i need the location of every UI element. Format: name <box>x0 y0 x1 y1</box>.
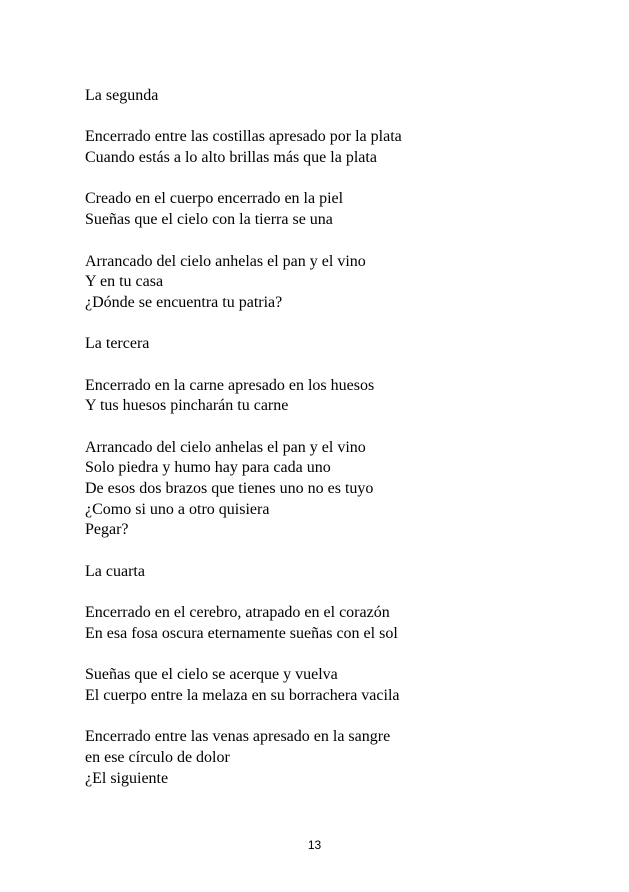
poem-line: Solo piedra y humo hay para cada uno <box>85 459 331 477</box>
poem-line: Encerrado entre las costillas apresado por la plata <box>85 128 402 146</box>
blank-line <box>85 314 605 335</box>
blank-line <box>85 707 605 728</box>
page-number: 13 <box>307 838 322 852</box>
poem-line: Sueñas que el cielo se acerque y vuelva <box>85 666 338 684</box>
blank-line <box>85 645 605 666</box>
poem-line: ¿Dónde se encuentra tu patria? <box>85 293 283 311</box>
poem-line: La cuarta <box>85 562 145 580</box>
poem-line: El cuerpo entre la melaza en su borrachera vacila <box>85 686 400 704</box>
poem-line: Y en tu casa <box>85 273 164 291</box>
poem-line: De esos dos brazos que tienes uno no es tuyo <box>85 480 374 498</box>
poem-line: Arrancado del cielo anhelas el pan y el vino <box>85 252 366 270</box>
poem-line: Encerrado en la carne apresado en los huesos <box>85 376 375 394</box>
blank-line <box>85 541 605 562</box>
poem-line: Arrancado del cielo anhelas el pan y el vino <box>85 438 366 456</box>
blank-line <box>85 417 605 438</box>
poem-line: Y tus huesos pincharán tu carne <box>85 397 289 415</box>
poem-line: En esa fosa oscura eternamente sueñas con el sol <box>85 624 398 642</box>
poem-line: Cuando estás a lo alto brillas más que la plata <box>85 149 377 167</box>
blank-line <box>85 355 605 376</box>
poem-line: Sueñas que el cielo con la tierra se una <box>85 211 333 229</box>
poem-line: en ese círculo de dolor <box>85 749 230 766</box>
poem-text <box>85 86 605 789</box>
poem-line: Pegar? <box>85 521 129 539</box>
blank-line <box>85 107 605 128</box>
poem-line: La segunda <box>85 87 159 104</box>
poem-line: La tercera <box>85 335 150 353</box>
poem-line: Encerrado entre las venas apresado en la sangre <box>85 728 391 746</box>
poem-line: ¿El siguiente <box>85 769 169 787</box>
blank-line <box>85 169 605 190</box>
blank-line <box>85 231 605 252</box>
poem-line: Encerrado en el cerebro, atrapado en el corazón <box>85 604 390 622</box>
blank-line <box>85 583 605 604</box>
poem-line: Creado en el cuerpo encerrado en la piel <box>85 190 344 208</box>
poem-line: ¿Como si uno a otro quisiera <box>85 500 270 518</box>
